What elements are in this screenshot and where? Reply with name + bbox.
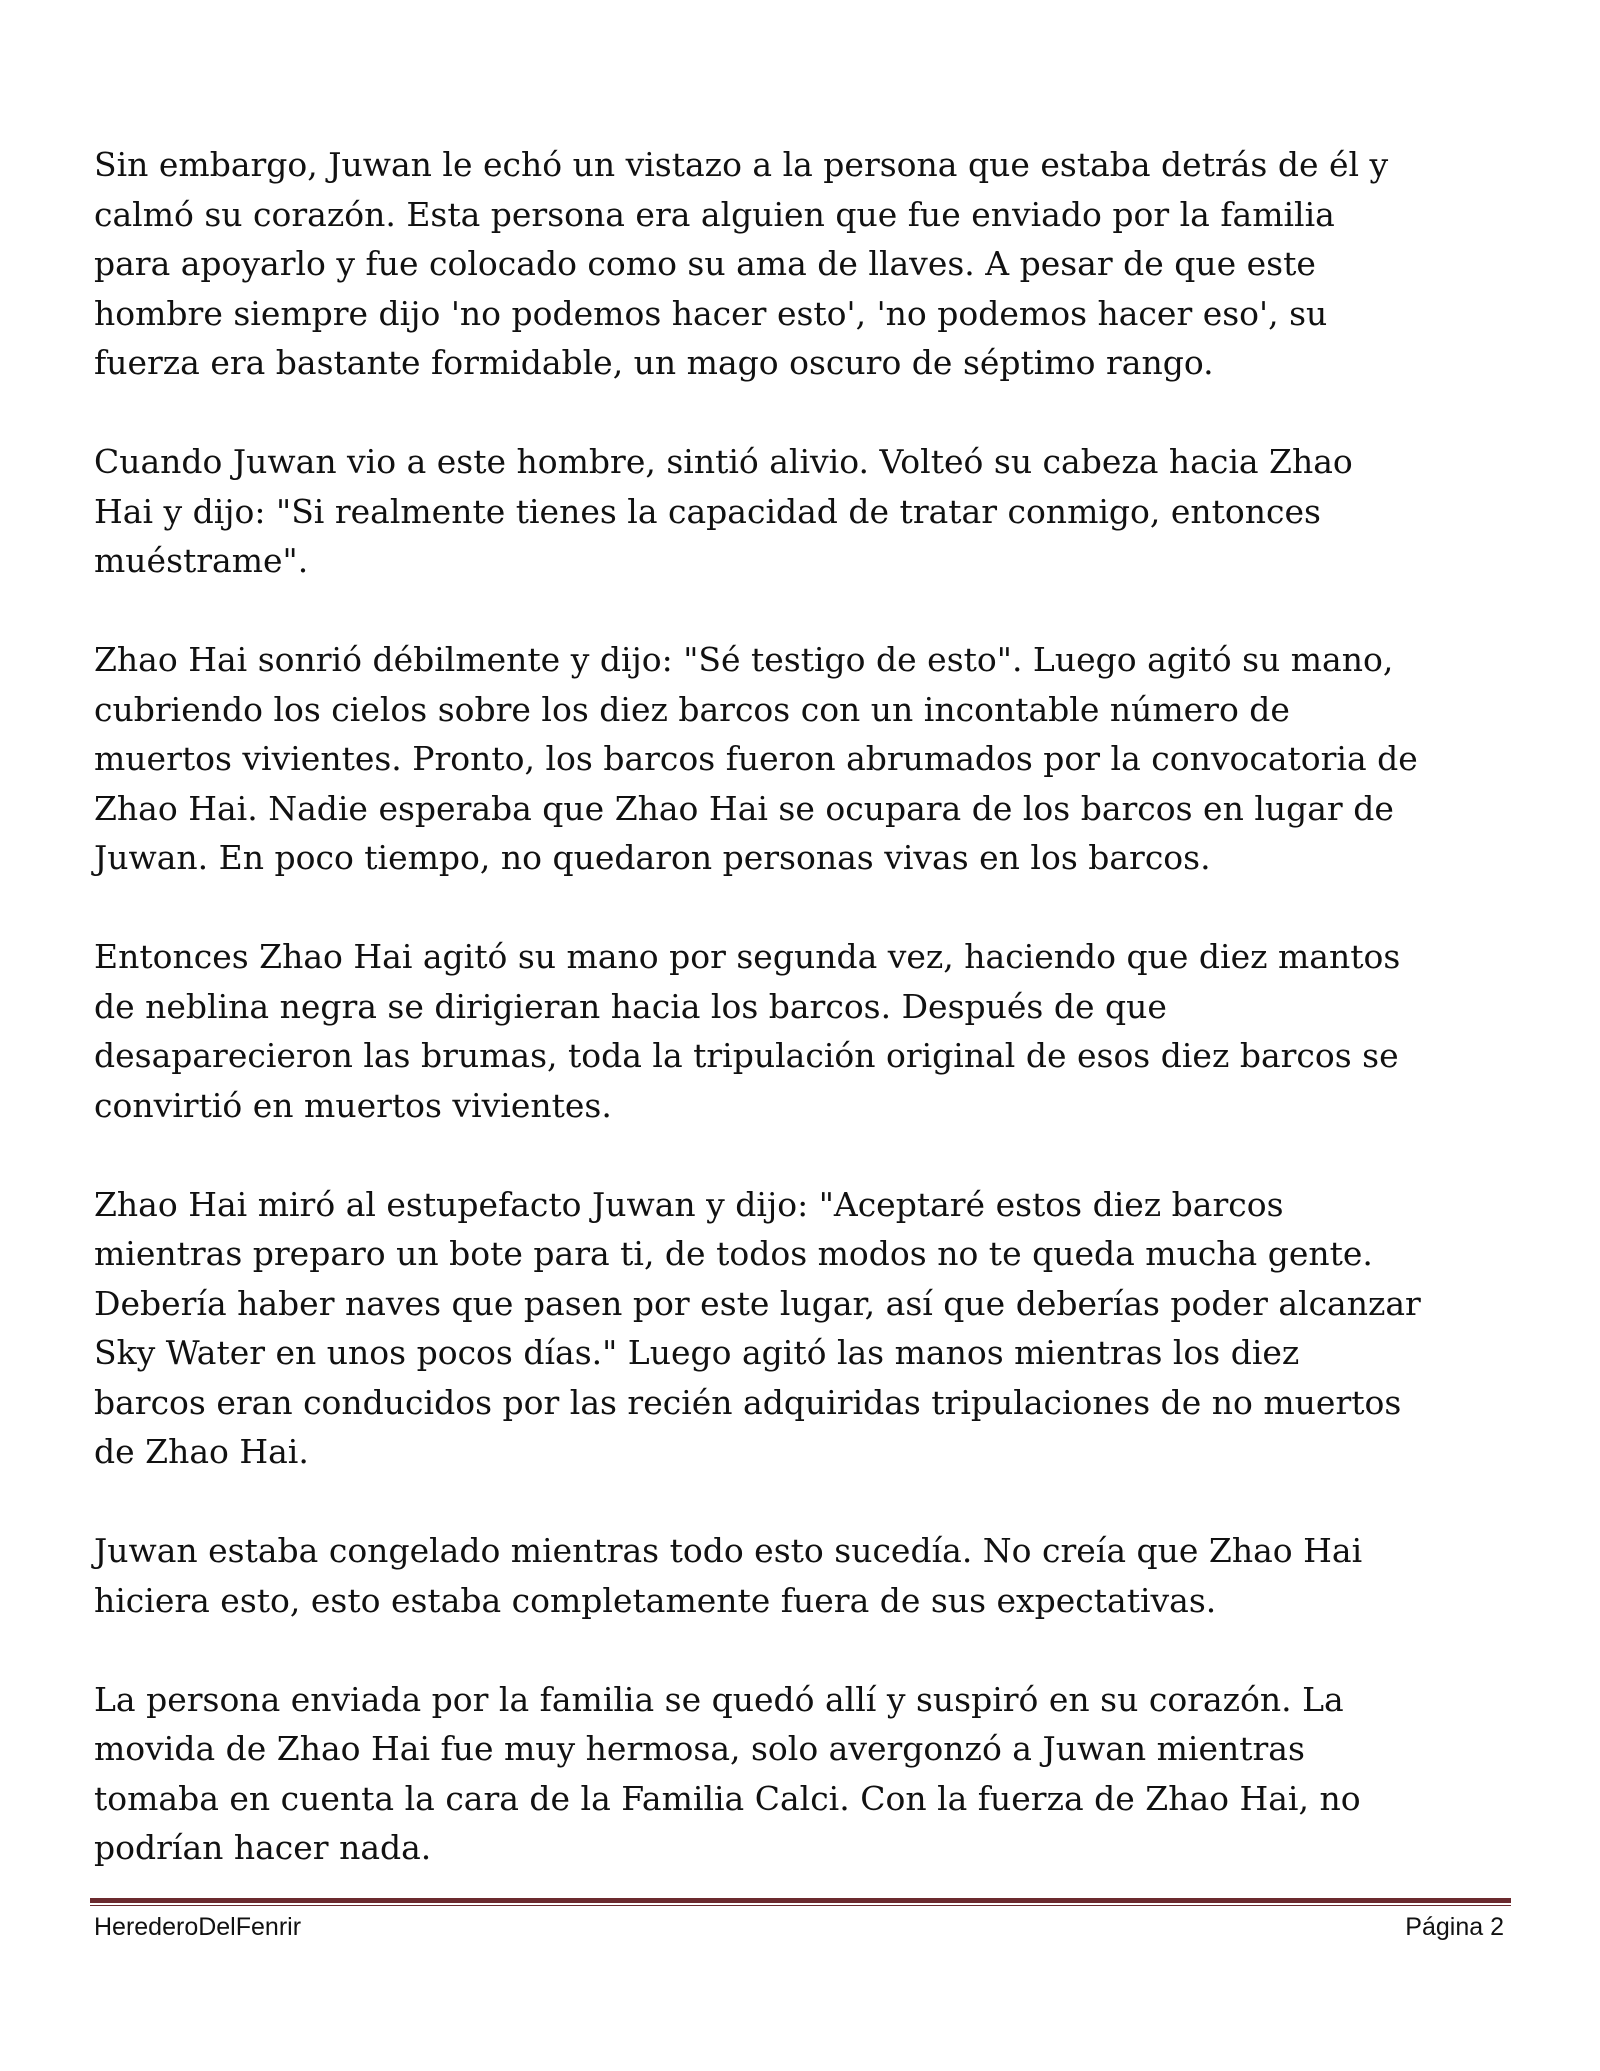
paragraph-7: La persona enviada por la familia se quedó allí y suspiró en su corazón. La movida de Zhao Hai fue muy hermosa, solo avergonzó a Juwan mientras tomaba en cuenta la cara de la Familia Calci. Con la fuerza de Zhao Hai, no podrían hacer nada. — [94, 1679, 1361, 1867]
footer-divider-thick — [90, 1898, 1511, 1903]
body-text — [94, 140, 1514, 1873]
footer-divider — [90, 1898, 1511, 1906]
footer-divider-thin — [90, 1905, 1511, 1906]
paragraph-1: Sin embargo, Juwan le echó un vistazo a la persona que estaba detrás de él y calmó su corazón. Esta persona era alguien que fue enviado por la familia para apoyarlo y fue colocado como su ama de llaves. A pesar de que este hombre siempre dijo 'no podemos hacer esto', 'no podemos hacer eso', su fuerza era bastante formidable, un mago oscuro de séptimo rango. — [94, 145, 1389, 382]
paragraph-6: Juwan estaba congelado mientras todo esto sucedía. No creía que Zhao Hai hiciera esto, esto estaba completamente fuera de sus expectativas. — [94, 1531, 1363, 1620]
paragraph-2: Cuando Juwan vio a este hombre, sintió alivio. Volteó su cabeza hacia Zhao Hai y dijo: "Si realmente tienes la capacidad de tratar conmigo, entonces muéstrame". — [94, 442, 1353, 580]
footer-page-number: Página 2 — [1405, 1913, 1504, 1941]
footer-author: HerederoDelFenrir — [94, 1913, 302, 1941]
paragraph-5: Zhao Hai miró al estupefacto Juwan y dijo: "Aceptaré estos diez barcos mientras preparo un bote para ti, de todos modos no te queda mucha gente. Debería haber naves que pasen por este lugar, así que deberías poder alcanzar Sky Water en unos pocos días." Luego agitó las manos mientras los diez barcos eran conducidos por las recién adquiridas tripulaciones de no muertos de Zhao Hai. — [94, 1184, 1421, 1471]
paragraph-4: Entonces Zhao Hai agitó su mano por segunda vez, haciendo que diez mantos de neblina negra se dirigieran hacia los barcos. Después de que desaparecieron las brumas, toda la tripulación original de esos diez barcos se convirtió en muertos vivientes. — [94, 937, 1401, 1125]
paragraph-3: Zhao Hai sonrió débilmente y dijo: "Sé testigo de esto". Luego agitó su mano, cubriendo los cielos sobre los diez barcos con un incontable número de muertos vivientes. Pronto, los barcos fueron abrumados por la convocatoria de Zhao Hai. Nadie esperaba que Zhao Hai se ocupara de los barcos en lugar de Juwan. En poco tiempo, no quedaron personas vivas en los barcos. — [94, 640, 1418, 877]
